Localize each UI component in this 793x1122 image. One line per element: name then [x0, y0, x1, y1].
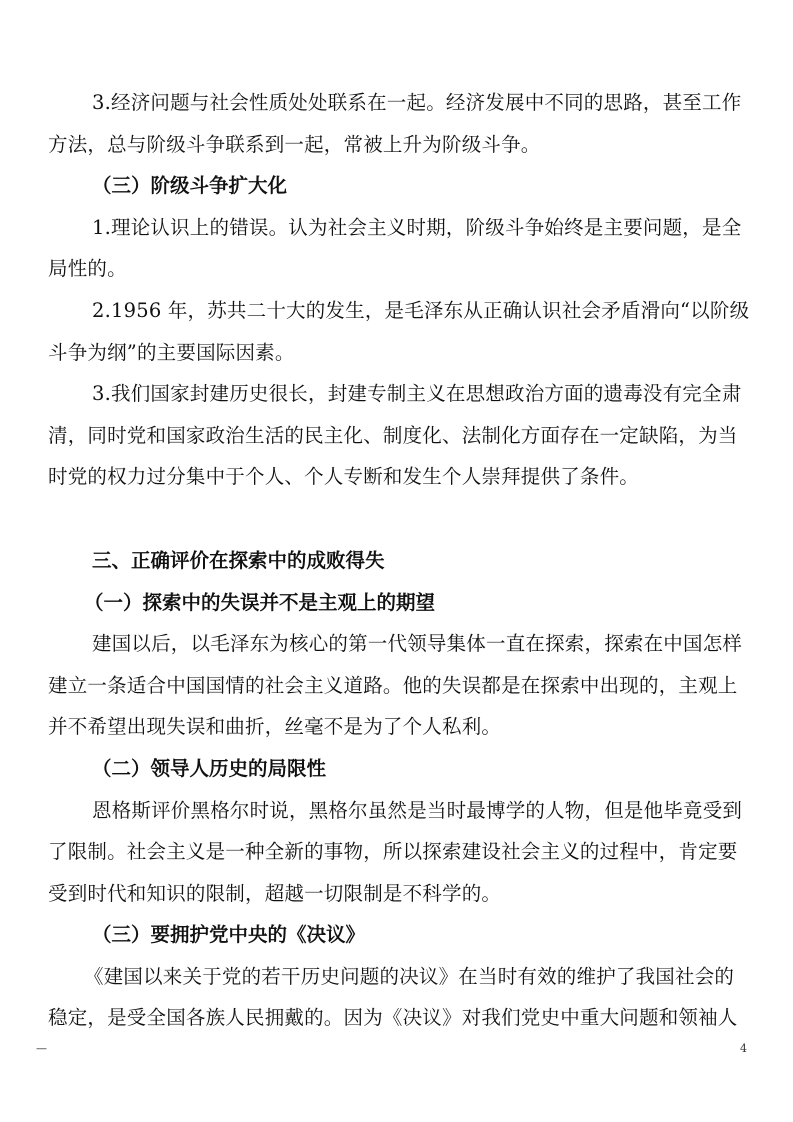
section-heading: （三）要拥护党中央的《决议》: [92, 923, 366, 947]
paragraph: [48, 790, 743, 915]
page-number: 4: [740, 1042, 747, 1055]
section-heading: （三）阶级斗争扩大化: [92, 174, 288, 198]
text-line: 并不希望出现失误和曲折，丝毫不是为了个人私利。: [48, 715, 502, 739]
text-line: 了限制。社会主义是一种全新的事物，所以探索建设社会主义的过程中，肯定要: [48, 840, 738, 864]
text-line: 稳定，是受全国各族人民拥戴的。因为《决议》对我们党史中重大问题和领袖人: [48, 1006, 738, 1030]
text-line: 1.理论认识上的错误。认为社会主义时期，阶级斗争始终是主要问题，是全: [92, 215, 742, 239]
section-spacer: [84, 498, 724, 540]
text-line: 清，同时党和国家政治生活的民主化、制度化、法制化方面存在一定缺陷，为当: [48, 423, 738, 447]
text-line: 《建国以来关于党的若干历史问题的决议》在当时有效的维护了我国社会的: [84, 964, 735, 988]
paragraph: [48, 82, 742, 165]
text-line: 恩格斯评价黑格尔时说，黑格尔虽然是当时最博学的人物，但是他毕竟受到: [92, 798, 743, 822]
paragraph: [48, 373, 742, 498]
page-footer: [36, 1042, 757, 1060]
text-line: 建国以后，以毛泽东为核心的第一代领导集体一直在探索，探索在中国怎样: [92, 632, 743, 656]
text-line: 3.经济问题与社会性质处处联系在一起。经济发展中不同的思路，甚至工作: [92, 91, 742, 114]
paragraph: [48, 207, 742, 290]
paragraph: [48, 290, 750, 373]
section-heading: （一）探索中的失误并不是主观上的期望: [84, 590, 436, 614]
text-line: 局性的。: [48, 257, 127, 281]
section-heading: （二）领导人历史的局限性: [92, 756, 327, 780]
document-body: [48, 82, 750, 1039]
text-line: 方法，总与阶级斗争联系到一起，常被上升为阶级斗争。: [48, 132, 541, 156]
text-line: 受到时代和知识的限制，超越一切限制是不科学的。: [48, 881, 502, 905]
text-line: 2.1956 年，苏共二十大的发生，是毛泽东从正确认识社会矛盾滑向“以阶级: [92, 298, 750, 322]
paragraph: [48, 623, 743, 748]
text-line: 时党的权力过分集中于个人、个人专断和发生个人崇拜提供了条件。: [48, 465, 640, 489]
text-line: 建立一条适合中国国情的社会主义道路。他的失误都是在探索中出现的，主观上: [48, 673, 738, 697]
chapter-heading: 三、正确评价在探索中的成败得失: [92, 548, 385, 572]
text-line: 3.我们国家封建历史很长，封建专制主义在思想政治方面的遗毒没有完全肃: [92, 382, 742, 406]
footer-dash: —: [36, 1042, 47, 1055]
text-line: 斗争为纲”的主要国际因素。: [48, 340, 295, 364]
paragraph: [48, 956, 738, 1039]
